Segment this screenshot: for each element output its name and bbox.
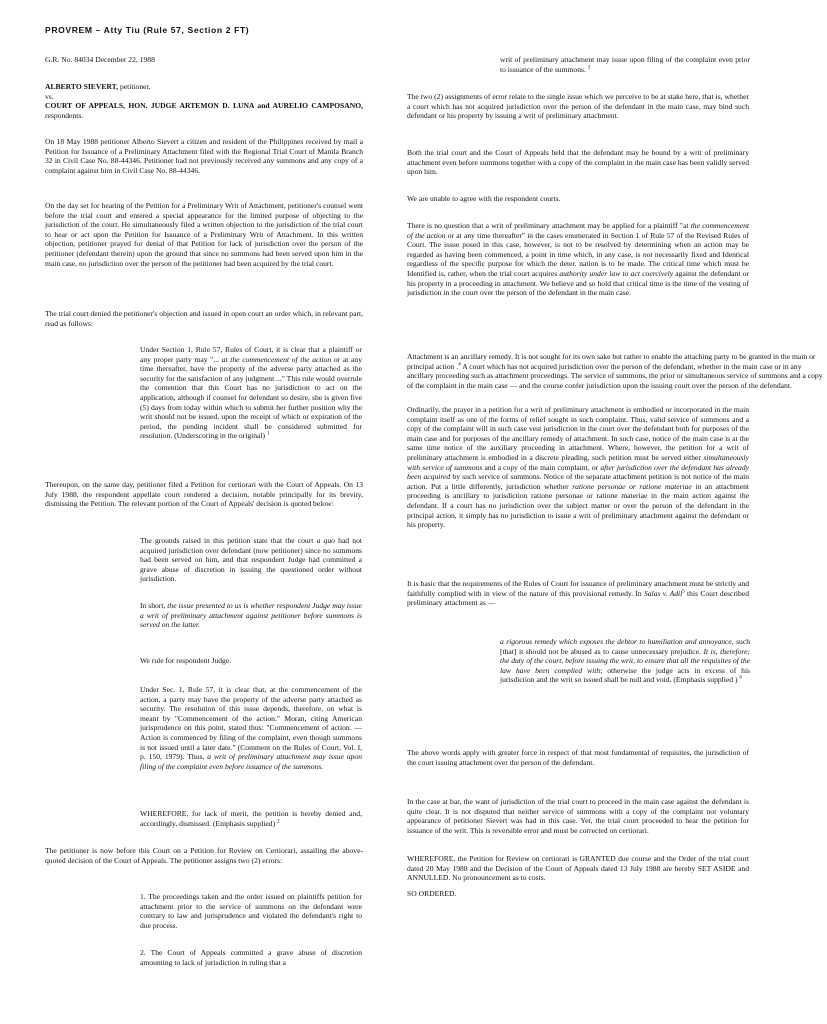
paragraph: The two (2) assignments of error relate to the single issue which we perceive to be at stake here, that is, whether a court which has not acquired jurisdiction over the person of the defendant in the main case, may bind such defendant or his property by issuing a writ of preliminary attachment. [407,92,749,121]
paragraph: The above words apply with greater force in respect of that most fundamental of requisites, the jurisdiction of the court issuing attachment over the person of the defendant. [407,748,749,767]
paragraph: SO ORDERED. [407,889,457,898]
paragraph: The trial court denied the petitioner's objection and issued in open court an order which, in relevant part, read as follows: [45,309,363,328]
petitioner-line: ALBERTO SIEVERT, petitioner, [45,82,151,91]
error-item: 1. The proceedings taken and the order issued on plaintiffs petition for attachment prior to the service of summons on the defendant were contrary to law and jurisprudence and violated the defendant's right to due process. [140,892,362,930]
block-quote: In short, the issue presented to us is whether respondent Judge may issue a writ of preliminary attachment against petitioner before summons is served on the latter. [140,601,362,630]
paragraph: Ordinarily, the prayer in a petition for a writ of preliminary attachment is embodied or incorporated in the main complaint itself as one of the forms of relief sought in such complaint. Thus, valid service of summons and a copy of the complaint will in such case vest jurisdiction in the court over the defendant both for purposes of the main case and for purposes of the ancillary remedy of attachment. In such case, notice of the main case is at the same time notice of the auxiliary proceeding in attachment. Where, however, the petition for a writ of preliminary attachment is embodied in a discrete pleading, such petition must be served either simultaneously with service of summons and a copy of the main complaint, or after jurisdiction over the defendant has already been acquired by such service of summons. Notice of the separate attachment petition is not notice of the main action. Put a little differently, jurisdiction whether ratione personae or ratione materiae in an attachment proceeding is ancillary to jurisdiction ratione personae or ratione materiae in the main action against the defendant. If a court has no jurisdiction over the subject matter or over the person of the defendant in the principal action, it simply has no jurisdiction to issue a writ of preliminary attachment against the defendant or his property. [407,405,749,530]
petitioner-name: ALBERTO SIEVERT, [45,82,119,91]
block-quote: The grounds raised in this petition state that the court a quo had not acquired jurisdiction over defendant (now petitioner) since no summons had been served on him, and that respondent Judge had committed a grave abuse of discretion in issuing the questioned order without jurisdiction. [140,536,362,584]
continued-text: writ of preliminary attachment may issue upon filing of the complaint even prior to issuance of the summons. $^3$ [500,55,750,74]
versus: vs. [45,92,54,101]
respondents-line: COURT OF APPEALS, HON. JUDGE ARTEMON D. LUNA and AURELIO CAMPOSANO, respondents. [45,101,363,120]
paragraph: There is no question that a writ of preliminary attachment may be applied for a plaintiff "at the commencement of the action or at any time thereafter" in the cases enumerated in Section 1 of Rule 57 of the Revised Rules of Court. The issue posed in this case, however, is not to be resolved by determining when an action may be regarded as having been commenced, a point in time which, in any case, is not necessarily fixed and Identical regardless of the specific purpose for which the deter. nation is to be made. The critical time which must be Identified is, rather, when the trial court acquires authority under law to act coercively against the defendant or his property in a proceeding in attachment. We believe and so hold that critical time is the time of the vesting of jurisdiction in the court over the person of the defendant in the main case. [407,221,750,298]
paragraph: It is basic that the requirements of the Rules of Court for issuance of preliminary attachment must be strictly and faithfully complied with in view of the nature of this provisional remedy. In Salas v. Adil$^5$ this Court described preliminary attachment as — [407,579,750,608]
block-quote: WHEREFORE, for lack of merit, the petition is hereby denied and, accordingly, dismissed. (Emphasis supplied) $^2$ [140,809,362,828]
paragraph: On 18 May 1988 petitioner Alberto Sievert a citizen and resident of the Philippines received by mail a Petition for Issuance of a Preliminary Attachment filed with the Regional Trial Court of Manila Branch 32 in Civil Case No. 88-44346. Petitioner had not previously received any summons and any copy of a complaint against him in Civil Case No. 88-44346. [45,137,363,175]
error-item: 2. The Court of Appeals committed a grave abuse of discretion amounting to lack of jurisdiction in ruling that a [140,948,362,967]
paragraph: We are unable to agree with the respondent courts. [407,194,561,203]
block-quote: a rigorous remedy which exposes the debtor to humiliation and annoyance, such [that] it should not be abused as to cause unnecessary prejudice. It is, therefore; the duty of the court, before issuing the writ, to ensure that all the requisites of the law have been complied with; otherwise the judge acts in excess of his jurisdiction and the writ so issued shall be null and void. (Emphasis supplied ) $^6$ [500,637,751,685]
paragraph: Thereupon, on the same day, petitioner filed a Petition for certiorari with the Court of Appeals. On 13 July 1988, the respondent appellate court rendered a decision, notable principally for its brevity, dismissing the Petition. The relevant portion of the Court of Appeals' decision is quoted below: [45,480,363,509]
block-quote: We rule for respondent Judge. [140,656,232,665]
paragraph: Attachment is an ancillary remedy. It is not sought for its own sake but rather to enable the attaching party to be granted in the main or principal action .$^4$ A court which has not acquired jurisdiction over the person of the defendant, whether in the main case or in any ancillary proceeding such as attachment proceedings. The service of summons, the prior or simultaneous service of summons and a copy of the complaint in the main case — and the course confer jurisdiction upon the issuing court over the person of the defendant. [407,352,823,390]
document-header: PROVREM – Atty Tiu (Rule 57, Section 2 FT) [45,25,250,35]
paragraph: WHEREFORE, the Petition for Review on certiorari is GRANTED due course and the Order of the trial court dated 20 May 1988 and the Decision of the Court of Appeals dated 13 July 1988 are hereby SET ASIDE and ANNULLED. No pronouncement as to costs. [407,854,749,883]
respondents-name: COURT OF APPEALS, HON. JUDGE ARTEMON D. LUNA and AURELIO CAMPOSANO, [45,101,363,110]
paragraph: Both the trial court and the Court of Appeals held that the defendant may be bound by a writ of preliminary attachment even before summons together with a copy of the complaint in the main case has been validly served upon him. [407,148,749,177]
paragraph: On the day set for hearing of the Petition for a Preliminary Writ of Attachment, petitioner's counsel went before the trial court and entered a special appearance for the limited purpose of objecting to the jurisdiction of the court. He simultaneously filed a written objection to the jurisdiction of the trial court to hear or act upon the Petition for Issuance of a Preliminary Writ of Attachment. In this written objection, petitioner prayed for denial of that Petition for lack of jurisdiction over the person of the petitioner (defendant therein) upon the ground that since no summons had been served upon him in the main case, no jurisdiction over the person of the petitioner had been acquired by the trial court. [45,201,363,268]
case-number: G.R. No. 84034 December 22, 1988 [45,55,155,64]
right-column [407,0,823,1024]
block-quote: Under Sec. 1, Rule 57, it is clear that, at the commencement of the action, a party may have the property of the adverse party attached as security. The resolution of this issue depends, therefore, on what is meant by "Commencement of the action." Moran, citing American jurisprudence on this point, stated thus: "Commencement of action. — Action is commenced by filing of the complaint, even though summons is not issued until a later date." (Comment on the Rules of Court, Vol. I, p. 150, 1979). Thus, a writ of preliminary attachment may issue upon filing of the complaint even before issuance of the summons. [140,685,362,771]
paragraph: In the case at bar, the want of jurisdiction of the trial court to proceed in the main case against the defendant is quite clear. It is not disputed that neither service of summons with a copy of the complaint nor voluntary appearance of petitioner Sievert was had in this case. Yet, the trial court proceeded to hear the petition for issuance of the writ. This is reversible error and must be corrected on certiorari. [407,797,749,835]
block-quote: Under Section 1, Rule 57, Rules of Court, it is clear that a plaintiff or any proper party may "... at the commencement of the action or at any time thereafter, have the property of the adverse party attached as the security for the satisfaction of any judgment ..." This rule would overrule the contention that this Court has no jurisdiction to act on the application, although if counsel for defendant so desire, she is given five (5) days from today within which to submit her further position why the writ should not be issued, upon the receipt of which or expiration of the period, the pending incident shall be considered submitted for resolution. (Underscoring in the original) $^1$ [140,345,363,441]
paragraph: The petitioner is now before this Court on a Petition for Review on Certiorari, assailing the above-quoted decision of the Court of Appeals. The petitioner assigns two (2) errors: [45,846,363,865]
